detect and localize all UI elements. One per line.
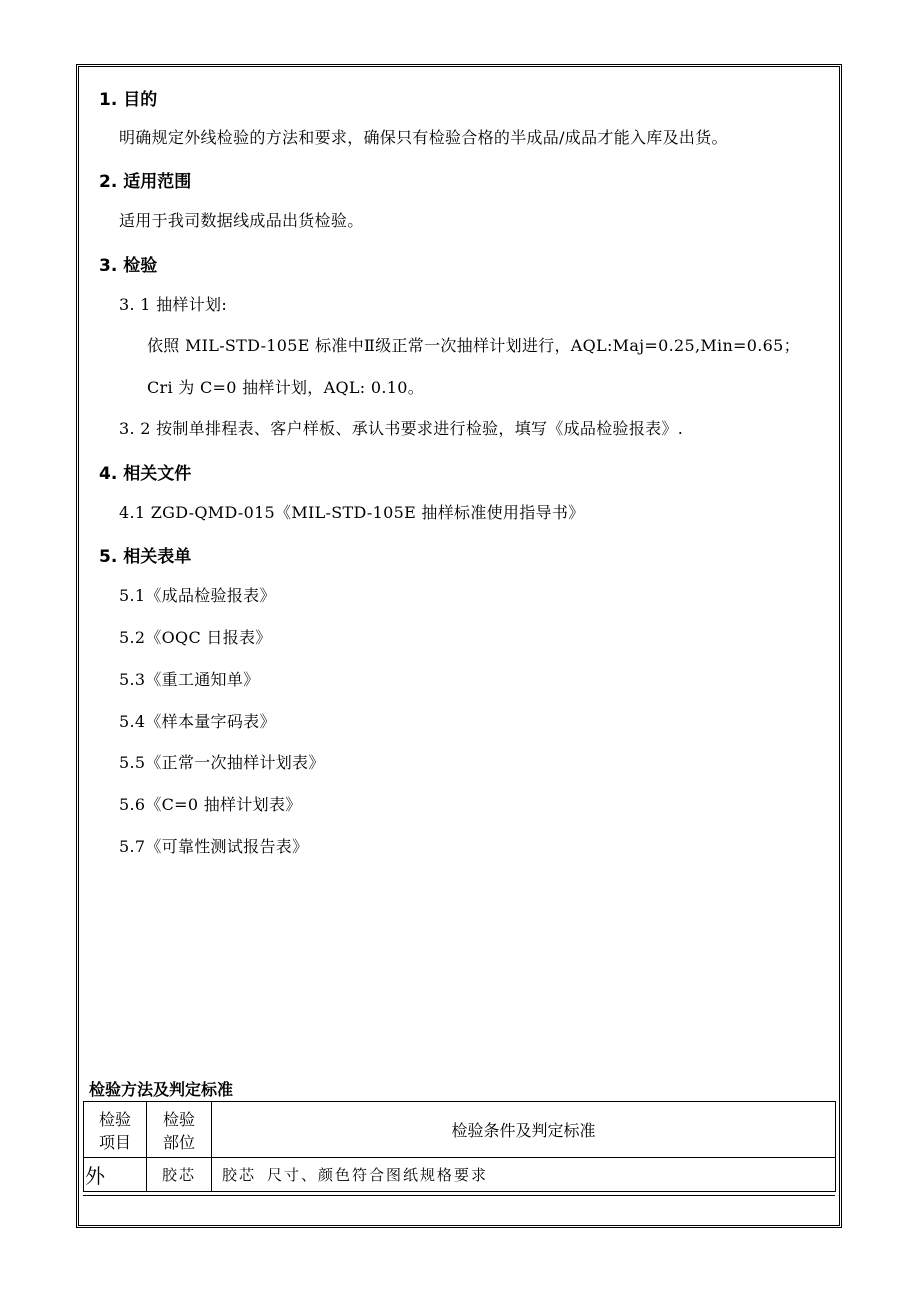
inspection-table <box>83 1101 836 1192</box>
form-list-item: 5.4《样本量字码表》 <box>119 712 276 731</box>
header-part-line1: 检验 <box>162 1109 195 1129</box>
row-criteria: 胶芯 尺寸、颜色符合图纸规格要求 <box>212 1158 836 1192</box>
section-3-2: 3. 2 按制单排程表、客户样板、承认书要求进行检验，填写《成品检验报表》. <box>119 419 684 438</box>
document-frame <box>76 64 842 1228</box>
form-list-item: 5.5《正常一次抽样计划表》 <box>119 753 325 772</box>
bottom-divider <box>83 1195 835 1196</box>
method-title: 检验方法及判定标准 <box>89 1080 234 1099</box>
section-3-1: 3. 1 抽样计划: <box>119 295 228 314</box>
row-part: 胶芯 <box>147 1158 212 1192</box>
table-row <box>84 1158 836 1192</box>
section-2-title: 2. 适用范围 <box>99 172 192 192</box>
section-3-title: 3. 检验 <box>99 256 158 276</box>
row-item: 外 <box>84 1158 147 1192</box>
header-item <box>84 1102 147 1158</box>
header-item-line2: 项目 <box>98 1132 131 1152</box>
section-4-title: 4. 相关文件 <box>99 464 192 484</box>
section-4-1: 4.1 ZGD-QMD-015《MIL-STD-105E 抽样标准使用指导书》 <box>119 503 585 522</box>
section-2-body: 适用于我司数据线成品出货检验。 <box>119 211 364 230</box>
header-part <box>147 1102 212 1158</box>
section-1-title: 1. 目的 <box>99 90 158 110</box>
form-list-item: 5.1《成品检验报表》 <box>119 586 276 605</box>
form-list-item: 5.3《重工通知单》 <box>119 670 260 689</box>
header-criteria: 检验条件及判定标准 <box>212 1102 836 1158</box>
section-3-1-b: Cri 为 C=0 抽样计划，AQL: 0.10。 <box>147 378 424 397</box>
form-list-item: 5.7《可靠性测试报告表》 <box>119 837 309 856</box>
form-list-item: 5.2《OQC 日报表》 <box>119 628 272 647</box>
section-1-body: 明确规定外线检验的方法和要求，确保只有检验合格的半成品/成品才能入库及出货。 <box>119 128 728 147</box>
section-5-title: 5. 相关表单 <box>99 547 192 567</box>
table-header-row <box>84 1102 836 1158</box>
form-list-item: 5.6《C=0 抽样计划表》 <box>119 795 302 814</box>
header-part-line2: 部位 <box>162 1132 195 1152</box>
section-3-1-a: 依照 MIL-STD-105E 标准中Ⅱ级正常一次抽样计划进行，AQL:Maj=0.25,Min=0.65； <box>147 336 800 355</box>
header-item-line1: 检验 <box>98 1109 131 1129</box>
